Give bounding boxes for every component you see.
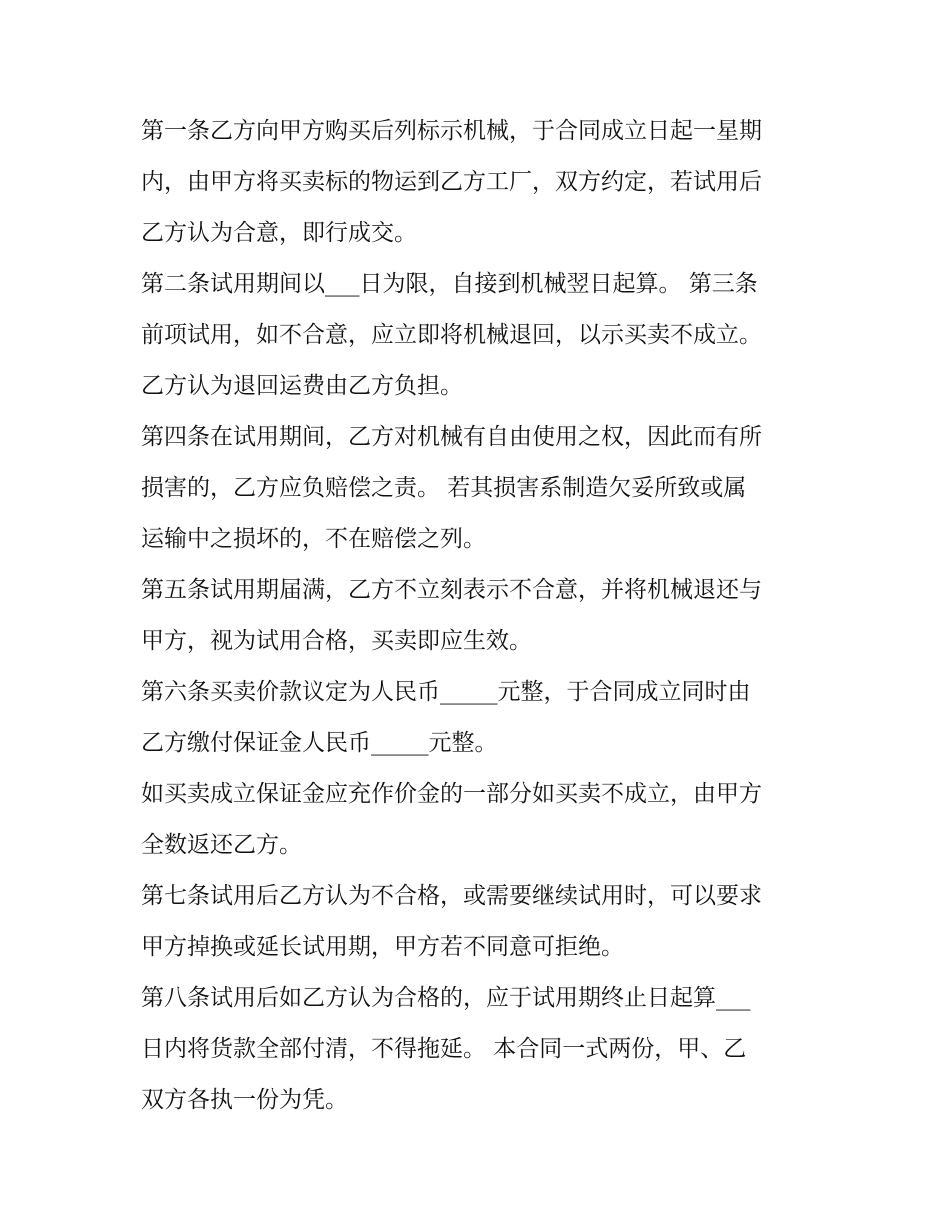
- text-line: 第六条买卖价款议定为人民币_____元整，于合同成立同时由: [141, 679, 751, 705]
- text-line: 乙方认为合意，即行成交。: [141, 220, 417, 246]
- text-line: 日内将货款全部付清，不得拖延。 本合同一式两份，甲、乙: [141, 1036, 747, 1062]
- text-line: 如买卖成立保证金应充作价金的一部分如买卖不成立，由甲方: [141, 781, 762, 807]
- text-line: 第一条乙方向甲方购买后列标示机械，于合同成立日起一星期: [141, 118, 762, 144]
- text-line: 内，由甲方将买卖标的物运到乙方工厂，双方约定，若试用后: [141, 169, 762, 195]
- text-line: 甲方掉换或延长试用期，甲方若不同意可拒绝。: [141, 934, 624, 960]
- text-line: 损害的，乙方应负赔偿之责。 若其损害系制造欠妥所致或属: [141, 475, 747, 501]
- text-line: 第五条试用期届满，乙方不立刻表示不合意，并将机械退还与: [141, 577, 762, 603]
- text-line: 全数返还乙方。: [141, 832, 302, 858]
- contract-text: [141, 106, 821, 1126]
- text-line: 第二条试用期间以___日为限，自接到机械翌日起算。 第三条: [141, 271, 758, 297]
- text-line: 第八条试用后如乙方认为合格的，应于试用期终止日起算___: [141, 985, 751, 1011]
- text-line: 甲方，视为试用合格，买卖即应生效。: [141, 628, 532, 654]
- text-line: 乙方缴付保证金人民币_____元整。: [141, 730, 498, 756]
- text-line: 第四条在试用期间，乙方对机械有自由使用之权，因此而有所: [141, 424, 762, 450]
- text-line: 乙方认为退回运费由乙方负担。: [141, 373, 463, 399]
- text-line: 第七条试用后乙方认为不合格，或需要继续试用时，可以要求: [141, 883, 762, 909]
- text-line: 前项试用，如不合意，应立即将机械退回，以示买卖不成立。: [141, 322, 762, 348]
- text-line: 双方各执一份为凭。: [141, 1087, 348, 1113]
- text-line: 运输中之损坏的，不在赔偿之列。: [141, 526, 486, 552]
